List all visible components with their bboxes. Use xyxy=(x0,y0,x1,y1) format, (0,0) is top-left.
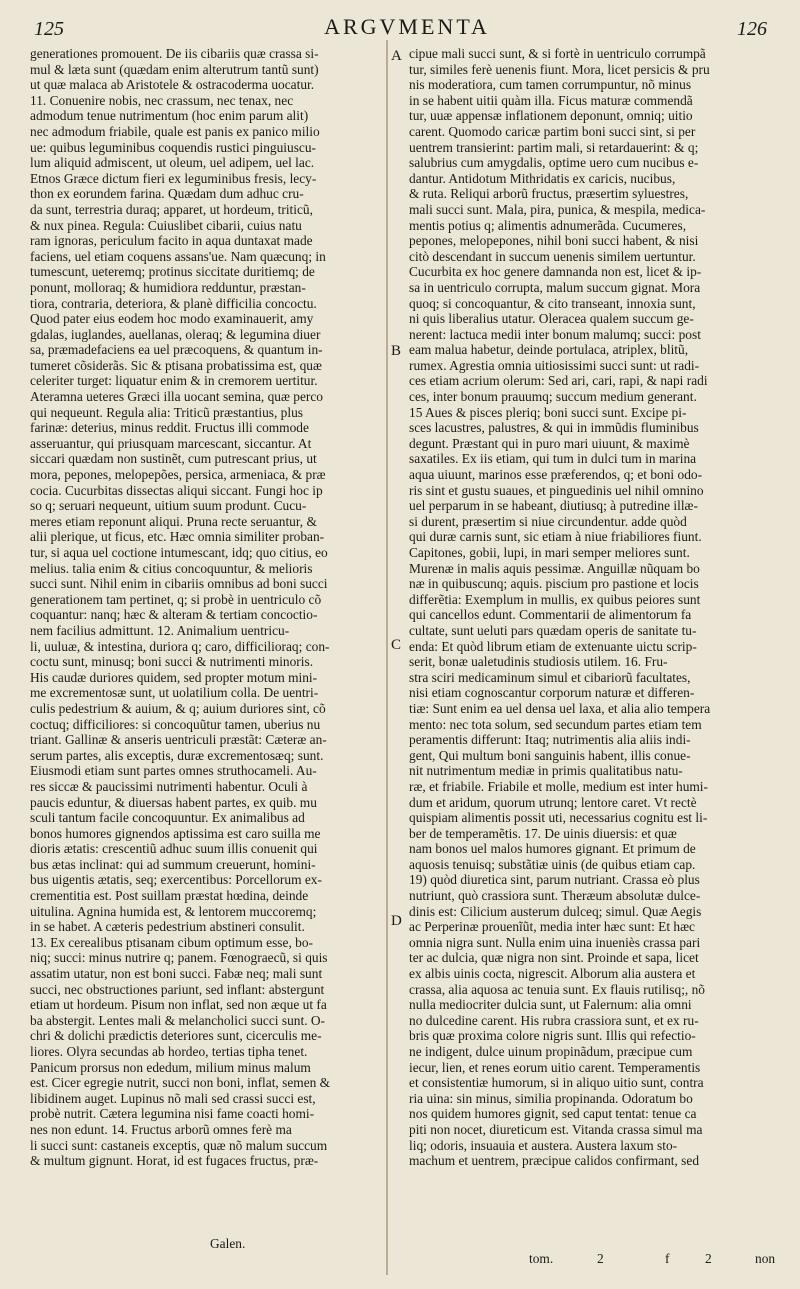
text-line: dinis est: Cilicium austerum dulceq; simul. Quæ Aegis xyxy=(409,903,702,919)
text-line: ut quæ malaca ab Aristotele & ostracoderma uocatur. xyxy=(30,77,315,93)
page-header xyxy=(0,0,800,44)
signature-number-2: 2 xyxy=(705,1251,712,1266)
text-line: eam malua habetur, deinde portulaca, atriplex, blitũ, xyxy=(409,342,689,358)
text-line: farinæ: deterius, minus reddit. Fructus illi commode xyxy=(30,420,309,436)
text-line: aqua uiuunt, marinos esse præferendos, q; et boni odo- xyxy=(409,467,703,483)
page-number-right: 126 xyxy=(737,18,767,40)
text-line: so q; seruari nequeunt, uitium suum produnt. Cucu- xyxy=(30,498,307,514)
text-line: etiam ut hordeum. Pisum non inflat, sed non æque ut fa xyxy=(30,997,327,1013)
text-line: & multum gignunt. Horat, id est fugaces fructus, præ- xyxy=(30,1153,319,1169)
text-line: liores. Olyra secundas ab hordeo, tertias tipha tenet. xyxy=(30,1044,308,1059)
text-line: carent. Quomodo caricæ partim boni succi sint, si per xyxy=(409,123,696,139)
text-line: nam bonos uel malos humores gignant. Et primum de xyxy=(409,841,696,857)
text-line: dantur. Antidotum Mithridatis ex caricis, nucibus, xyxy=(409,170,676,186)
signature-tom: tom. xyxy=(529,1251,554,1266)
text-line: siccari quædam non sustinẽt, cum putrescant prius, ut xyxy=(30,451,317,467)
text-line: tiora, contraria, deteriora, & planè difficilia concoctu. xyxy=(30,295,317,311)
text-line: dum et aridum, quorum utrunq; lentore caret. Vt rectè xyxy=(409,794,697,810)
text-line: nit nutrimentum mediæ in primis qualitatibus natu- xyxy=(409,763,683,779)
text-line: Etnos Græce dictum fieri ex leguminibus fresis, lecy- xyxy=(30,170,317,186)
text-line: ræ, et friabile. Friabile et molle, medium est inter humi- xyxy=(409,778,708,794)
margin-letter-c: C xyxy=(391,637,402,653)
text-line: ne indigent, dulce uinum propinãdum, præcipue cum xyxy=(409,1044,693,1059)
text-line: asseruantur, qui priusquam marcescant, siccantur. At xyxy=(30,435,312,451)
text-line: nec admodum friabile, quale est panis ex panico milio xyxy=(30,123,320,139)
text-line: liq; odoris, insuauia et austera. Austera laxum sto- xyxy=(409,1137,678,1153)
left-column xyxy=(30,46,380,1169)
text-line: citò descendant in succum uenenis similem uertuntur. xyxy=(409,248,696,264)
text-line: ex albis uinis cocta, nigrescit. Alborum alia austera et xyxy=(409,966,696,982)
text-line: dioris ætatis: crescentiũ adhuc suum illis conuenit qui xyxy=(30,841,318,857)
text-line: tiæ: Sunt enim ea uel densa uel laxa, et alia alio tempera xyxy=(409,700,711,716)
margin-letter-d: D xyxy=(391,913,402,929)
text-line: stra sciri medicaminum simul et cibariorũ facultates, xyxy=(409,669,691,685)
text-line: uentrem transierint: partim mali, si retardauerint: & q; xyxy=(409,139,699,155)
text-line: ac Perperinæ prouenĩũt, media inter hæc sunt: Et hæc xyxy=(409,919,695,935)
text-line: nes non edunt. 14. Fructus arborũ omnes ferè ma xyxy=(30,1121,292,1137)
text-line: crassa, alia aquosa ac tenuia sunt. Ex flauis rutilisq;, nõ xyxy=(409,981,705,997)
text-line: ber de temperamẽtis. 17. De uinis diuersis: et quæ xyxy=(409,825,677,841)
text-line: tumeret cõsiderãs. Sic & ptisana probatissima est, quæ xyxy=(30,357,322,373)
text-line: Eiusmodi etiam sunt partes omnes struthocameli. Au- xyxy=(30,763,317,779)
text-line: paucis eduntur, & diuersas habent partes, ex quib. mu xyxy=(30,794,317,810)
signature-letter: f xyxy=(665,1251,670,1266)
text-line: mento: nec tota solum, sed secundum partes etiam tem xyxy=(409,716,702,732)
text-line: da sunt, terrestria duraq; apparet, ut hordeum, triticũ, xyxy=(30,201,313,217)
text-line: nem facilius admittunt. 12. Animalium uentricu- xyxy=(30,622,290,638)
text-line: niq; succi: minus nutrire q; panem. Fœnograecũ, si quis xyxy=(30,950,328,966)
text-line: bris quæ proxima colore nigris sunt. Illis qui refectio- xyxy=(409,1028,696,1044)
text-line: pepones, melopepones, nihil boni succi habent, & nisi xyxy=(409,233,699,249)
text-line: iecur, lien, et renes eorum uitio carent. Temperamentis xyxy=(409,1059,701,1075)
text-line: admodum tenue nutrimentum (hoc enim parum alit) xyxy=(30,108,309,124)
text-line: uitulina. Agnina humida est, & lentorem muccoremq; xyxy=(30,903,317,919)
text-line: quoq; si concoquantur, & cito transeant, innoxia sunt, xyxy=(409,295,696,311)
text-line: Cucurbita ex hoc genere damnanda non est, licet & ip- xyxy=(409,264,702,280)
text-line: cultate, sunt ueluti pars quædam operis de sanitate tu- xyxy=(409,622,697,638)
text-line: in se habent uitii quàm illa. Ficus maturæ commendã xyxy=(409,92,693,108)
signature-line xyxy=(409,1251,781,1273)
text-line: assatim utatur, non est boni succi. Fabæ neq; mali sunt xyxy=(30,966,323,982)
text-line: aquosis tenuisq; substãtiæ uinis (de quibus etiam cap. xyxy=(409,856,696,872)
running-title: ARGVMENTA xyxy=(324,14,490,39)
left-catchword: Galen. xyxy=(210,1236,246,1251)
text-line: His caudæ duriores quidem, sed propter motum mini- xyxy=(30,669,318,685)
text-line: rumex. Agrestia omnia uitiosissimi succi sunt: ut radi- xyxy=(409,357,700,373)
text-line: coquantur: nanq; hæc & alteram & tertiam concoctio- xyxy=(30,607,318,623)
text-line: triant. Gallinæ & anseris uentriculi præstãt: Cæteræ an- xyxy=(30,732,327,748)
text-line: omnia nigra sunt. Nulla enim uina inueniès crassa pari xyxy=(409,934,701,950)
text-line: tumescunt, ueteremq; protinus siccitate duritiemq; de xyxy=(30,264,315,280)
text-line: li, uuluæ, & intestina, duriora q; caro, difficilioraq; con- xyxy=(30,638,330,654)
text-line: ces etiam acrium olerum: Sed ari, cari, rapi, & napi radi xyxy=(409,373,708,389)
text-line: bonos humores gignendos aptissima est caro suilla me xyxy=(30,825,321,841)
text-line: ria uina: sin minus, similia propinanda. Odoratum bo xyxy=(409,1090,693,1106)
text-line: uel perparum in se habeant, diutiusq; à putredine illæ- xyxy=(409,498,698,514)
text-line: ba abstergit. Lentes mali & melancholici succi sunt. O- xyxy=(30,1012,326,1028)
text-line: sa in uentriculo corrupta, malum succum gignat. Mora xyxy=(409,279,701,295)
text-line: coctuq; difficiliores: si concoquũtur tamen, uberius nu xyxy=(30,716,321,732)
text-line: culis pedestrium & auium, & q; auium duriores sint, cõ xyxy=(30,700,326,716)
text-line: Murenæ in malis aquis pessimæ. Anguillæ nũquam bo xyxy=(409,560,700,576)
text-line: bus ætas inclinat: qui ad summum creuerunt, homini- xyxy=(30,856,316,872)
text-line: alii plerique, ut ficus, etc. Hæc omnia similiter proban- xyxy=(30,529,325,545)
text-line: 11. Conuenire nobis, nec crassum, nec tenax, nec xyxy=(30,92,294,108)
text-line: & nux pinea. Regula: Cuiuslibet cibarii, cuius natu xyxy=(30,217,302,233)
text-line: sa, præmadefaciens ea uel præcoquens, & quantum in- xyxy=(30,342,323,358)
text-line: tur, similes ferè uenenis fiunt. Mora, licet persicis & pru xyxy=(409,61,710,77)
text-line: mentis potius q; alimentis adnumerãda. Cucumeres, xyxy=(409,217,687,233)
text-line: quispiam alimentis possit uti, necessarius cognitu est li- xyxy=(409,810,708,826)
text-line: melius. talia enim & citius concoquuntur, & melioris xyxy=(30,560,313,576)
text-line: et consistentiæ humorum, si in aliquo uitio sunt, contra xyxy=(409,1075,704,1091)
text-line: Quod pater eius eodem hoc modo examinauerit, amy xyxy=(30,311,314,327)
text-line: qui duræ carnis sunt, sic etiam à niue friabiliores fiunt. xyxy=(409,529,702,545)
text-line: serit, bonæ ualetudinis studiosis utilem. 16. Fru- xyxy=(409,654,668,670)
text-line: ces, inter bonum prauumq; succum medium generant. xyxy=(409,389,697,405)
text-line: bus uigentis ætatis, seq; exercentibus: Porcellorum ex- xyxy=(30,872,322,888)
text-line: cipue mali succi sunt, & si fortè in uentriculo corrumpã xyxy=(409,46,706,61)
text-line: crementitia est. Post suillam præstat hœdina, deinde xyxy=(30,888,309,904)
text-line: næ in quibuscunq; aquis. piscium pro pastione et locis xyxy=(409,576,699,592)
text-line: generationem tam pertinet, q; si probè in uentriculo cõ xyxy=(30,591,322,607)
text-line: gdalas, iuglandes, auellanas, oleraq; & legumina diuer xyxy=(30,326,321,342)
text-line: nerent: lactuca medii inter bonum malumq; succi: post xyxy=(409,326,701,342)
text-line: me excrementosæ sunt, ut uolatilium colla. De uentri- xyxy=(30,685,319,701)
text-line: tur, si aqua uel coctione intumescant, idq; quo citius, eo xyxy=(30,545,328,560)
gutter-divider xyxy=(386,40,388,1275)
text-line: Ateramna ueteres Græci illa uocant semina, quæ perco xyxy=(30,389,323,405)
text-line: cocia. Cucurbitas dissectas aliqui siccant. Fungi hoc ip xyxy=(30,482,323,498)
text-line: qui nequeunt. Regula alia: Triticũ præstantius, plus xyxy=(30,404,304,420)
page-catchword: non xyxy=(755,1251,776,1266)
text-line: Panicum prorsus non ededum, milium minus malum xyxy=(30,1059,311,1075)
text-line: degunt. Præstant qui in puro mari uiuunt, & maximè xyxy=(409,435,690,451)
text-line: sculi tantum facile concoquuntur. Ex animalibus ad xyxy=(30,810,305,826)
text-line: qui cancellos edunt. Commentarii de alimentorum fa xyxy=(409,607,692,623)
text-line: ram ignoras, periculum facito in aqua duntaxat made xyxy=(30,233,313,249)
text-line: libidinem auget. Lupinus nõ mali sed crassi succi est, xyxy=(30,1090,316,1106)
text-line: si durent, præsertim si niue circundentur. adde quòd xyxy=(409,513,687,529)
text-line: ter ac dulcia, quæ nigra non sint. Proinde et sapa, licet xyxy=(409,950,699,966)
text-line: coctu sunt, minusq; boni succi & nutrimenti minoris. xyxy=(30,654,314,670)
text-line: succi, nec obstructiones pariunt, sed inflant: abstergunt xyxy=(30,981,325,997)
text-line: 13. Ex cerealibus ptisanam cibum optimum esse, bo- xyxy=(30,934,314,950)
text-line: peramentis differunt: Itaq; nutrimentis alia aliis indi- xyxy=(409,732,691,748)
text-line: salubrius cum amygdalis, optime uero cum nucibus e- xyxy=(409,155,699,171)
text-line: ni quis liberalius utatur. Oleracea qualem succum ge- xyxy=(409,311,694,327)
text-line: nis moderatiora, cum tamen corrumpuntur, nõ minus xyxy=(409,77,692,93)
text-line: 15 Aues & pisces pleriq; boni succi sunt. Excipe pi- xyxy=(409,404,687,420)
text-line: enda: Et quòd librum etiam de extenuante uictu scrip- xyxy=(409,638,697,654)
text-line: sces lacustres, palustres, & qui in immũdis fluminibus xyxy=(409,420,699,436)
text-line: succi sunt. Nihil enim in cibariis omnibus ad boni succi xyxy=(30,576,328,592)
text-line: nisi etiam cognoscantur corporum naturæ et differen- xyxy=(409,685,695,701)
text-line: celeriter turget: liquatur enim & in cremorem uertitur. xyxy=(30,373,318,389)
text-line: & ruta. Reliqui arborũ fructus, præsertim syluestres, xyxy=(409,186,689,202)
right-column xyxy=(409,46,781,1169)
page-number-left: 125 xyxy=(34,18,64,40)
text-line: li succi sunt: castaneis exceptis, quæ nõ malum succum xyxy=(30,1137,328,1153)
margin-letter-a: A xyxy=(391,48,402,64)
text-line: gent, Qui multum boni sanguinis habent, illis conue- xyxy=(409,747,691,763)
text-line: chri & dolichi prædictis deteriores sunt, cicerculis me- xyxy=(30,1028,322,1044)
text-line: in se habet. A cæteris pedestrium abstineri consulit. xyxy=(30,919,305,935)
text-line: est. Cicer egregie nutrit, succi non boni, inflat, semen & xyxy=(30,1075,331,1091)
text-line: 19) quòd diuretica sint, parum nutriant. Crassa eò plus xyxy=(409,872,700,888)
text-line: lum aliquid admiscent, ut oleum, uel adipem, uel lac. xyxy=(30,155,315,171)
text-line: ris sint et gustu suaues, et pinguedinis uel nihil omnino xyxy=(409,482,704,498)
text-line: serum partes, alis exceptis, duræ excrementosæq; sunt. xyxy=(30,747,324,763)
margin-letter-b: B xyxy=(391,343,402,359)
text-line: mora, pepones, melopepões, persica, armeniaca, & præ xyxy=(30,467,326,483)
text-line: faciens, uel etiam coquens assans'ue. Nam quæcunq; in xyxy=(30,248,326,264)
text-line: mali succi sunt. Mala, pira, punica, & mespila, medica- xyxy=(409,201,706,217)
text-line: piti non nocet, diureticum est. Vitanda crassa simul ma xyxy=(409,1121,703,1137)
text-line: generationes promouent. De iis cibariis quæ crassa si- xyxy=(30,46,319,61)
text-line: probè nutrit. Cætera legumina nisi fame coacti homi- xyxy=(30,1106,315,1122)
text-line: Capitones, gobii, lupi, in mari semper meliores sunt. xyxy=(409,545,690,560)
text-line: tur, uuæ appensæ inflationem deponunt, omniq; uitio xyxy=(409,108,693,124)
text-line: thon ex eorundem farina. Quædam dum adhuc cru- xyxy=(30,186,304,202)
text-line: nos quidem humores gignit, sed caput tentat: tenue ca xyxy=(409,1106,697,1122)
text-line: machum et uentrem, præcipue calidos confirmant, sed xyxy=(409,1153,700,1169)
text-line: differẽtia: Exemplum in mullis, ex quibus peiores sunt xyxy=(409,591,701,607)
signature-number-1: 2 xyxy=(597,1251,604,1266)
text-line: meres etiam reponunt aliqui. Pruna recte seruantur, & xyxy=(30,513,317,529)
text-line: no dulcedine carent. His rubra crassiora sunt, et ex ru- xyxy=(409,1012,699,1028)
text-line: ue: quibus leguminibus coquendis rustici pinguiuscu- xyxy=(30,139,317,155)
text-line: nutriunt, quò crassiora sunt. Theræum absolutæ dulce- xyxy=(409,888,701,904)
text-line: res siccæ & paucissimi nutrimenti habentur. Oculi à xyxy=(30,778,308,794)
text-line: saxatiles. Ex iis etiam, qui tum in dulci tum in marina xyxy=(409,451,697,467)
text-line: ponunt, molloraq; & humidiora redduntur, præstan- xyxy=(30,279,306,295)
text-line: nulla mediocriter dulcia sunt, ut Falernum: alia omni xyxy=(409,997,692,1013)
text-line: mul & læta sunt (quædam enim alterutrum tantũ sunt) xyxy=(30,61,319,77)
